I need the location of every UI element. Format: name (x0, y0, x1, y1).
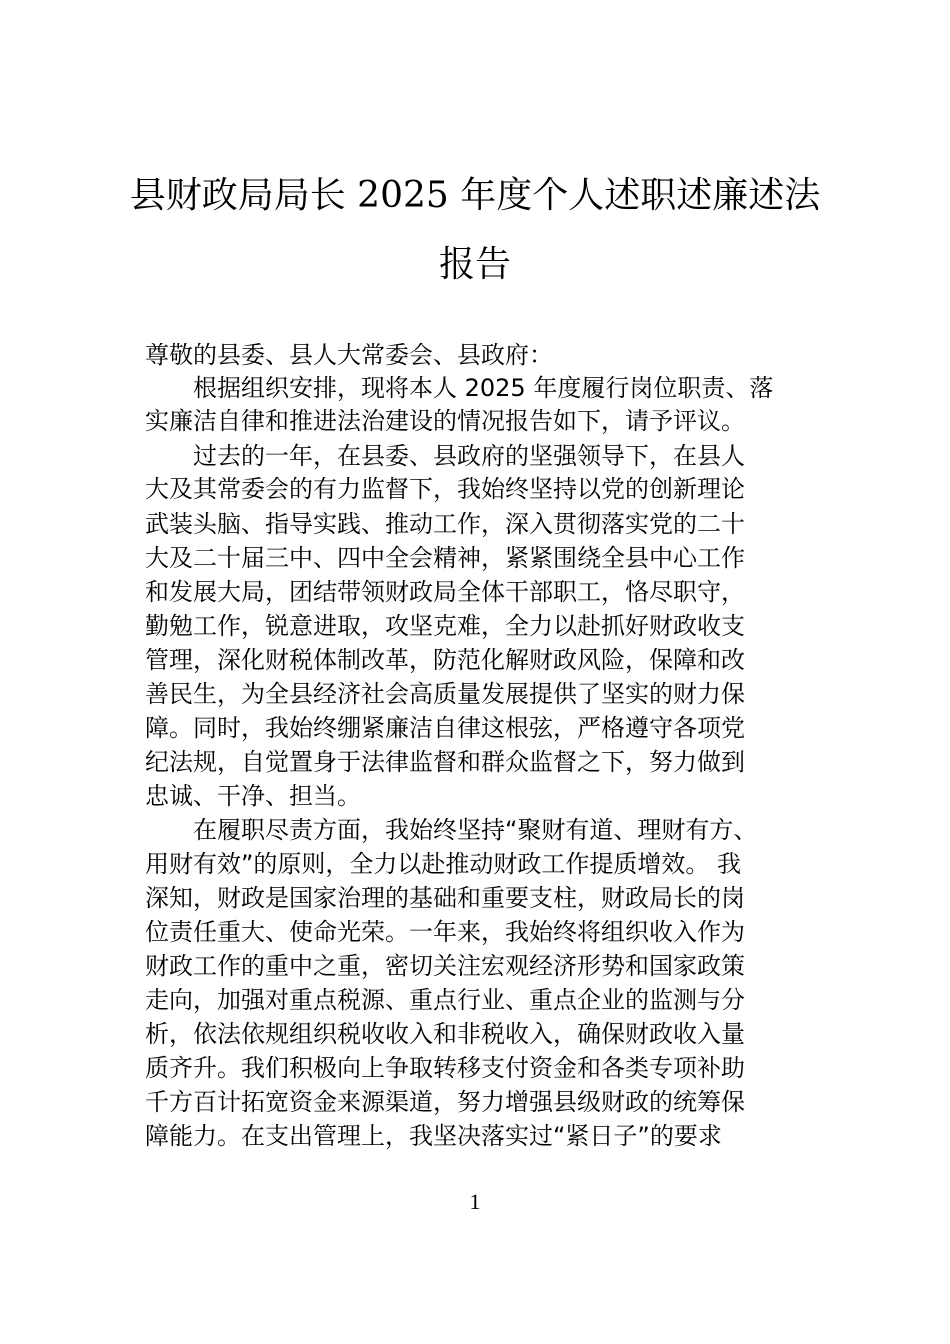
body-line: 纪法规，自觉置身于法律监督和群众监督之下，努力做到 (145, 748, 745, 776)
document-title-line-1: 县财政局局长 2025 年度个人述职述廉述法 (129, 175, 821, 216)
body-line: 在履职尽责方面，我始终坚持“聚财有道、理财有方、 (145, 816, 758, 844)
body-line: 深知，财政是国家治理的基础和重要支柱，财政局长的岗 (145, 884, 745, 912)
body-line: 障能力。在支出管理上，我坚决落实过“紧日子”的要求 (145, 1122, 722, 1150)
body-line: 位责任重大、使命光荣。一年来，我始终将组织收入作为 (145, 918, 745, 946)
body-line: 忠诚、干净、担当。 (145, 782, 361, 810)
body-line: 用财有效”的原则，全力以赴推动财政工作提质增效。 我 (145, 850, 742, 878)
body-line: 勤勉工作，锐意进取，攻坚克难，全力以赴抓好财政收支 (145, 612, 745, 640)
body-line: 实廉洁自律和推进法治建设的情况报告如下，请予评议。 (145, 407, 745, 435)
body-line: 武装头脑、指导实践、推动工作，深入贯彻落实党的二十 (145, 510, 745, 538)
body-line: 千方百计拓宽资金来源渠道，努力增强县级财政的统筹保 (145, 1088, 745, 1116)
body-line: 障。同时，我始终绷紧廉洁自律这根弦，严格遵守各项党 (145, 714, 745, 742)
salutation: 尊敬的县委、县人大常委会、县政府： (145, 341, 553, 369)
document-title-line-2: 报告 (438, 244, 511, 285)
body-line: 根据组织安排，现将本人 2025 年度履行岗位职责、落 (145, 374, 774, 402)
body-line: 过去的一年，在县委、县政府的坚强领导下，在县人 (145, 442, 745, 470)
body-line: 管理，深化财税体制改革，防范化解财政风险，保障和改 (145, 646, 745, 674)
body-line: 和发展大局，团结带领财政局全体干部职工，恪尽职守， (145, 578, 745, 606)
body-line: 大及其常委会的有力监督下，我始终坚持以党的创新理论 (145, 475, 745, 503)
body-line: 质齐升。我们积极向上争取转移支付资金和各类专项补助 (145, 1054, 745, 1082)
page-number: 1 (469, 1189, 481, 1214)
body-line: 析，依法依规组织税收收入和非税收入，确保财政收入量 (145, 1020, 745, 1048)
body-line: 走向，加强对重点税源、重点行业、重点企业的监测与分 (145, 986, 745, 1014)
body-line: 大及二十届三中、四中全会精神，紧紧围绕全县中心工作 (145, 544, 745, 572)
body-line: 善民生，为全县经济社会高质量发展提供了坚实的财力保 (145, 680, 745, 708)
body-line: 财政工作的重中之重，密切关注宏观经济形势和国家政策 (145, 952, 745, 980)
